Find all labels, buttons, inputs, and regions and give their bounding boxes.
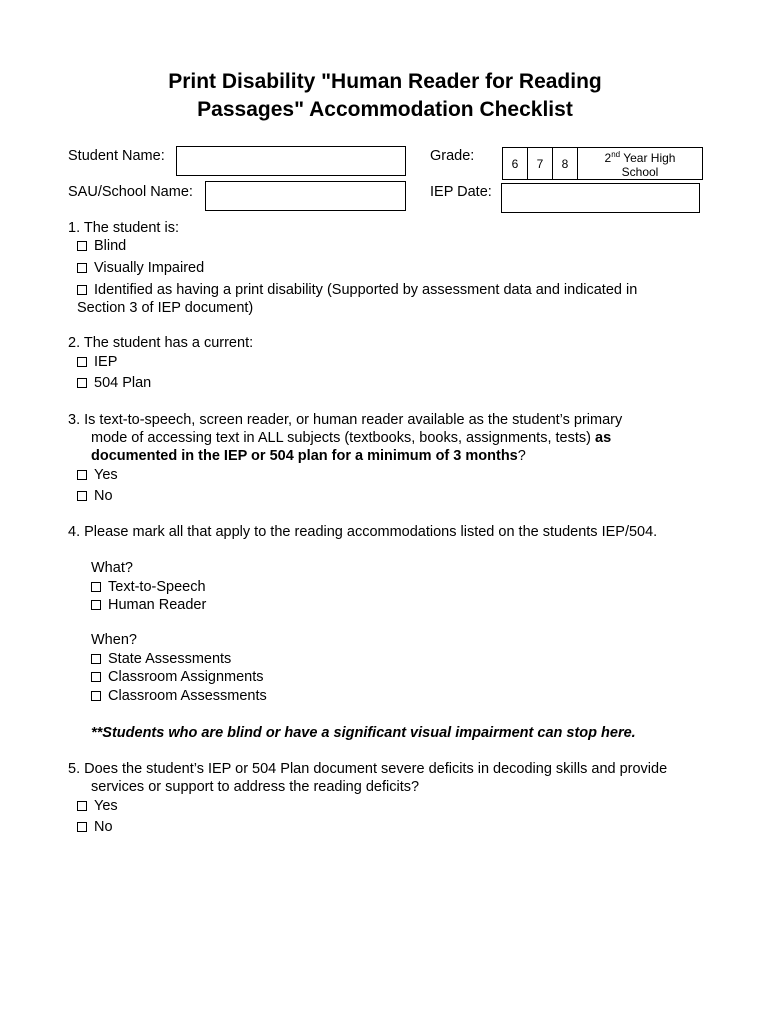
- sau-label: SAU/School Name:: [68, 184, 193, 200]
- checkbox-icon[interactable]: [91, 672, 101, 682]
- q4-option-classroom-assessments[interactable]: [91, 687, 267, 705]
- q5-option-no[interactable]: [77, 818, 113, 836]
- q3-option-no-label: No: [94, 488, 113, 504]
- question-3-line-1: 3. Is text-to-speech, screen reader, or human reader available as the student’s primary: [68, 412, 623, 428]
- stop-note: **Students who are blind or have a significant visual impairment can stop here.: [91, 725, 636, 741]
- grade-hs-text-1: Year High: [620, 151, 676, 165]
- q3-option-yes[interactable]: [77, 466, 118, 484]
- iep-date-label: IEP Date:: [430, 184, 492, 200]
- question-3-line-3-bold: documented in the IEP or 504 plan for a minimum of 3 months: [91, 448, 518, 464]
- grade-8-option[interactable]: 8: [553, 148, 578, 180]
- q2-option-iep[interactable]: [77, 353, 117, 371]
- checkbox-icon[interactable]: [77, 491, 87, 501]
- grade-hs-ordinal: nd: [611, 150, 621, 159]
- question-3-line-3-text: ?: [517, 448, 526, 464]
- checkbox-icon[interactable]: [91, 691, 101, 701]
- checkbox-icon[interactable]: [91, 582, 101, 592]
- q1-option-visually-impaired[interactable]: [77, 259, 204, 277]
- q4-when-label: When?: [91, 632, 137, 648]
- grade-hs-option[interactable]: [578, 148, 703, 180]
- q5-option-yes[interactable]: [77, 797, 118, 815]
- q2-option-504-label: 504 Plan: [94, 375, 152, 391]
- question-2: 2. The student has a current:: [68, 335, 254, 351]
- sau-field[interactable]: [205, 181, 406, 211]
- checkbox-icon[interactable]: [91, 654, 101, 664]
- question-1: 1. The student is:: [68, 220, 179, 236]
- page-title-line-1: Print Disability "Human Reader for Reading: [168, 70, 602, 93]
- checkbox-icon[interactable]: [91, 600, 101, 610]
- grade-7-option[interactable]: 7: [528, 148, 553, 180]
- grade-selector: [502, 147, 703, 180]
- question-3-line-3: [91, 447, 526, 465]
- q1-option-print-disability-line-2: Section 3 of IEP document): [77, 300, 254, 316]
- q1-option-blind-label: Blind: [94, 238, 127, 254]
- q4-option-tts[interactable]: [91, 578, 206, 596]
- q4-option-human-reader-label: Human Reader: [108, 597, 207, 613]
- q3-option-yes-label: Yes: [94, 467, 118, 483]
- q2-option-504[interactable]: [77, 374, 151, 392]
- checkbox-icon[interactable]: [77, 285, 87, 295]
- checkbox-icon[interactable]: [77, 801, 87, 811]
- checkbox-icon[interactable]: [77, 378, 87, 388]
- grade-hs-number: 2: [604, 151, 612, 165]
- question-3-line-2-text: mode of accessing text in ALL subjects (textbooks, books, assignments, tests): [91, 430, 595, 446]
- q4-option-state-assessments-label: State Assessments: [108, 651, 232, 667]
- q1-option-blind[interactable]: [77, 237, 126, 255]
- grade-6-option[interactable]: 6: [503, 148, 528, 180]
- q4-option-classroom-assignments[interactable]: [91, 668, 264, 686]
- question-3-line-2: [91, 429, 611, 447]
- q1-option-visually-impaired-label: Visually Impaired: [94, 260, 205, 276]
- student-name-label: Student Name:: [68, 148, 165, 164]
- q4-option-state-assessments[interactable]: [91, 650, 231, 668]
- checkbox-icon[interactable]: [77, 822, 87, 832]
- q2-option-iep-label: IEP: [94, 354, 118, 370]
- checkbox-icon[interactable]: [77, 241, 87, 251]
- checkbox-icon[interactable]: [77, 263, 87, 273]
- q4-option-human-reader[interactable]: [91, 596, 206, 614]
- checkbox-icon[interactable]: [77, 470, 87, 480]
- question-3-line-2-bold: as: [595, 430, 612, 446]
- question-4: 4. Please mark all that apply to the reading accommodations listed on the students IEP/504.: [68, 524, 658, 540]
- q4-option-tts-label: Text-to-Speech: [108, 579, 206, 595]
- q4-option-classroom-assignments-label: Classroom Assignments: [108, 669, 264, 685]
- question-5-line-2: services or support to address the reading deficits?: [91, 779, 420, 795]
- iep-date-field[interactable]: [501, 183, 700, 213]
- question-5-line-1: 5. Does the student’s IEP or 504 Plan document severe deficits in decoding skills and provide: [68, 761, 668, 777]
- q4-what-label: What?: [91, 560, 133, 576]
- q3-option-no[interactable]: [77, 487, 113, 505]
- q1-option-print-disability-label: Identified as having a print disability (Supported by assessment data and indicated in: [94, 282, 638, 298]
- student-name-field[interactable]: [176, 146, 406, 176]
- q5-option-no-label: No: [94, 819, 113, 835]
- q4-option-classroom-assessments-label: Classroom Assessments: [108, 688, 267, 704]
- q1-option-print-disability[interactable]: [77, 281, 637, 299]
- grade-label: Grade:: [430, 148, 475, 164]
- page-title-line-2: Passages" Accommodation Checklist: [197, 98, 573, 121]
- grade-hs-text-2: School: [621, 165, 659, 179]
- q5-option-yes-label: Yes: [94, 798, 118, 814]
- checkbox-icon[interactable]: [77, 357, 87, 367]
